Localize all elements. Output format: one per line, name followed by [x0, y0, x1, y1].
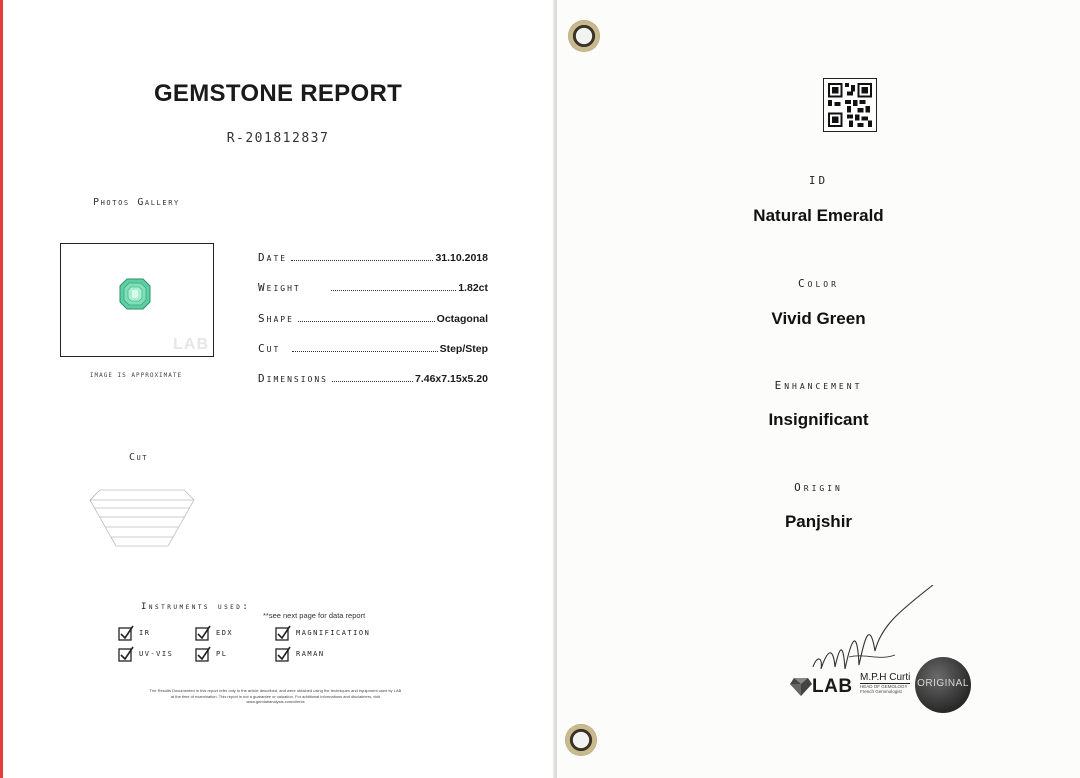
instrument-uv-vis	[118, 646, 173, 662]
disclaimer-line: www.gemlabanalysis.com/clients	[246, 699, 305, 704]
signatory-subtitle: French Gemmologist	[860, 689, 902, 694]
lab-watermark: LAB	[173, 336, 209, 353]
qr-code-icon[interactable]	[823, 78, 877, 132]
spec-value: 31.10.2018	[435, 252, 488, 264]
origin-value: Panjshir	[784, 512, 853, 531]
instrument-label: UV-VIS	[139, 650, 174, 658]
leader-dots	[298, 321, 435, 322]
spec-row-dimensions	[258, 372, 488, 390]
gem-photo-frame	[60, 243, 214, 357]
image-approximate-note: IMAGE IS APPROXIMATE	[89, 372, 183, 379]
binder-grommet-bottom	[565, 724, 597, 756]
instrument-label: PL	[216, 650, 228, 658]
instrument-ir	[118, 625, 150, 641]
spec-row-shape	[258, 312, 488, 330]
emerald-gem-icon	[119, 278, 151, 310]
origin-label: Origin	[794, 481, 843, 494]
signatory-block	[860, 673, 910, 694]
instrument-label: MAGNIFICATION	[296, 629, 371, 637]
leader-dots	[291, 260, 433, 261]
enhancement-label: Enhancement	[774, 379, 863, 392]
instrument-pl	[195, 646, 227, 662]
spec-value: Step/Step	[439, 343, 488, 355]
spec-row-weight	[258, 281, 488, 299]
checkbox-checked-icon	[275, 625, 291, 641]
original-hologram-seal	[915, 657, 971, 713]
spec-value: 7.46x7.15x5.20	[415, 373, 488, 385]
spec-value: Octagonal	[436, 313, 488, 325]
report-number: R-201812837	[226, 131, 330, 146]
lab-name: LAB	[812, 676, 853, 697]
instrument-label: EDX	[216, 629, 234, 637]
checkbox-checked-icon	[118, 646, 134, 662]
spec-label: Dimensions	[258, 372, 328, 385]
leader-dots	[331, 290, 457, 291]
id-label: ID	[808, 174, 829, 187]
spec-label: Cut	[258, 342, 281, 355]
binder-grommet-top	[568, 20, 600, 52]
disclaimer	[133, 688, 418, 705]
disclaimer-line: The Results Documented in this report refer only to the article described, and were obtained using the techniques and equipment used by LAB	[149, 688, 402, 693]
checkbox-checked-icon	[195, 625, 211, 641]
disclaimer-line: at the time of examination. This report is not a guarantee or valuation. For additional informations and disclaimers, visit	[170, 693, 381, 699]
leader-dots	[292, 351, 437, 352]
color-label: Color	[798, 277, 839, 290]
color-value: Vivid Green	[771, 309, 866, 328]
id-value: Natural Emerald	[753, 206, 884, 225]
instrument-edx	[195, 625, 233, 641]
cut-profile-diagram	[88, 486, 196, 550]
enhancement-value: Insignificant	[768, 410, 869, 429]
left-page	[3, 0, 556, 778]
spec-label: Weight	[258, 281, 301, 294]
lab-logo	[790, 676, 853, 698]
checkbox-checked-icon	[118, 625, 134, 641]
instrument-raman	[275, 646, 325, 662]
report-title: GEMSTONE REPORT	[153, 80, 403, 107]
see-next-page-note: **see next page for data report	[263, 611, 366, 620]
signatory-name: M.P.H Curti	[860, 672, 911, 683]
checkbox-checked-icon	[195, 646, 211, 662]
spec-label: Shape	[258, 312, 294, 325]
checkbox-checked-icon	[275, 646, 291, 662]
photos-gallery-label: Photos Gallery	[93, 197, 180, 208]
seal-text: ORIGINAL	[917, 678, 969, 689]
spec-row-date	[258, 251, 488, 269]
instrument-magnification	[275, 625, 370, 641]
instruments-used-title: Instruments used:	[141, 602, 251, 612]
lab-diamond-icon	[790, 678, 812, 696]
spec-value: 1.82ct	[458, 282, 488, 294]
spec-row-cut	[258, 342, 488, 360]
spec-label: Date	[258, 251, 288, 264]
instrument-label: IR	[139, 629, 151, 637]
signatory-title: HEAD OF GEMOLOGY	[860, 684, 908, 689]
instrument-label: RAMAN	[296, 650, 325, 658]
cut-diagram-label: Cut	[129, 452, 148, 463]
leader-dots	[332, 381, 413, 382]
